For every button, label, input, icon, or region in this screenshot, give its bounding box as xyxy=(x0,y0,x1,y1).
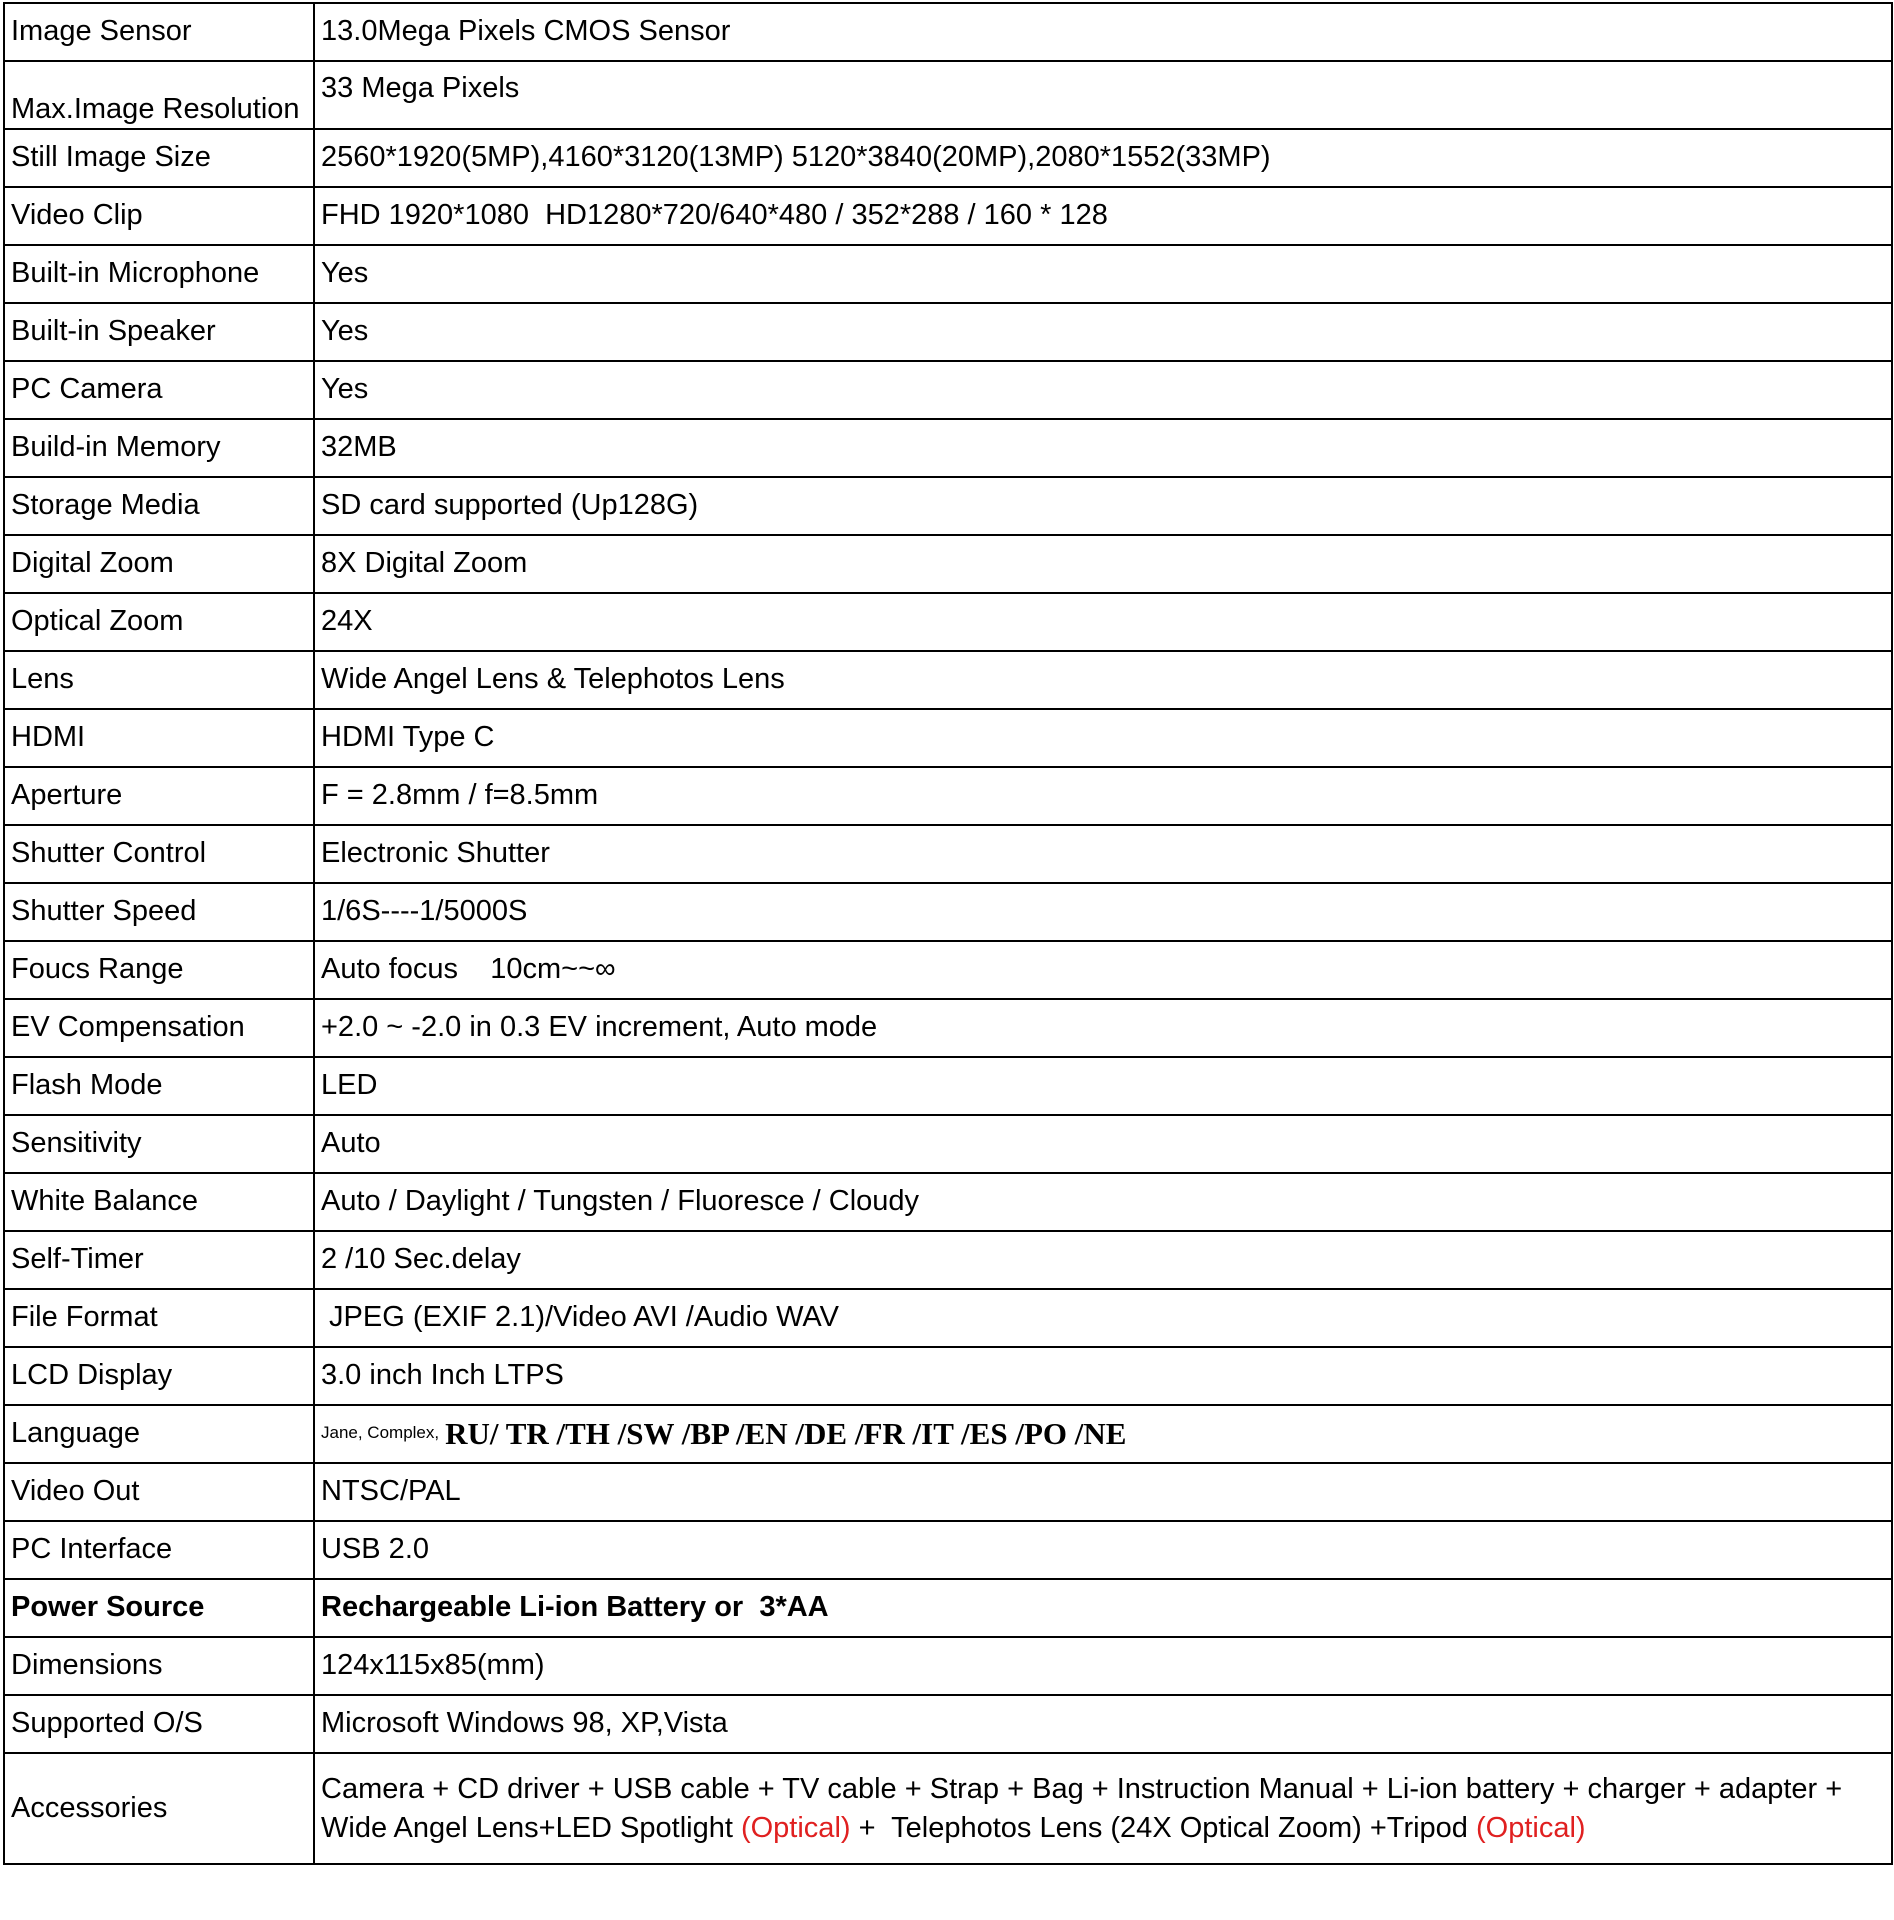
spec-label: Optical Zoom xyxy=(4,593,314,651)
spec-row-accessories xyxy=(4,1753,1892,1864)
spec-label: Build-in Memory xyxy=(4,419,314,477)
spec-row-video-clip xyxy=(4,187,1892,245)
spec-value: 8X Digital Zoom xyxy=(314,535,1892,593)
spec-label: Power Source xyxy=(4,1579,314,1637)
optional-note: (Optical) xyxy=(740,1811,851,1844)
spec-row-supported-os xyxy=(4,1695,1892,1753)
spec-value: Yes xyxy=(314,361,1892,419)
spec-label: Lens xyxy=(4,651,314,709)
spec-value: Auto / Daylight / Tungsten / Fluoresce / Cloudy xyxy=(314,1173,1892,1231)
spec-row-built-in-microphone xyxy=(4,245,1892,303)
spec-row-video-out xyxy=(4,1463,1892,1521)
spec-label: Language xyxy=(4,1405,314,1463)
spec-row-build-in-memory xyxy=(4,419,1892,477)
spec-value: NTSC/PAL xyxy=(314,1463,1892,1521)
spec-row-digital-zoom xyxy=(4,535,1892,593)
spec-row-optical-zoom xyxy=(4,593,1892,651)
spec-value: HDMI Type C xyxy=(314,709,1892,767)
spec-row-file-format xyxy=(4,1289,1892,1347)
spec-row-flash-mode xyxy=(4,1057,1892,1115)
spec-row-focus-range xyxy=(4,941,1892,999)
spec-row-dimensions xyxy=(4,1637,1892,1695)
spec-row-ev-compensation xyxy=(4,999,1892,1057)
spec-row-storage-media xyxy=(4,477,1892,535)
spec-value: 2560*1920(5MP),4160*3120(13MP) 5120*3840(20MP),2080*1552(33MP) xyxy=(314,129,1892,187)
spec-value: Yes xyxy=(314,303,1892,361)
spec-value: 24X xyxy=(314,593,1892,651)
optional-note: (Optical) xyxy=(1476,1811,1586,1844)
spec-value: 1/6S----1/5000S xyxy=(314,883,1892,941)
spec-row-shutter-speed xyxy=(4,883,1892,941)
spec-label: Still Image Size xyxy=(4,129,314,187)
spec-label: Accessories xyxy=(4,1753,314,1864)
spec-label: PC Interface xyxy=(4,1521,314,1579)
spec-value: Microsoft Windows 98, XP,Vista xyxy=(314,1695,1892,1753)
spec-value xyxy=(314,1753,1892,1864)
spec-label: Dimensions xyxy=(4,1637,314,1695)
spec-row-pc-interface xyxy=(4,1521,1892,1579)
spec-label: Aperture xyxy=(4,767,314,825)
spec-value: Wide Angel Lens & Telephotos Lens xyxy=(314,651,1892,709)
language-list-text: RU/ TR /TH /SW /BP /EN /DE /FR /IT /ES /PO /NE xyxy=(445,1415,1127,1451)
spec-label: File Format xyxy=(4,1289,314,1347)
spec-row-shutter-control xyxy=(4,825,1892,883)
spec-row-lcd-display xyxy=(4,1347,1892,1405)
spec-row-aperture xyxy=(4,767,1892,825)
spec-value: 32MB xyxy=(314,419,1892,477)
spec-label: Self-Timer xyxy=(4,1231,314,1289)
spec-label: Image Sensor xyxy=(4,3,314,61)
spec-row-built-in-speaker xyxy=(4,303,1892,361)
spec-value: FHD 1920*1080 HD1280*720/640*480 / 352*288 / 160 * 128 xyxy=(314,187,1892,245)
spec-value: 124x115x85(mm) xyxy=(314,1637,1892,1695)
spec-row-hdmi xyxy=(4,709,1892,767)
spec-value: Rechargeable Li-ion Battery or 3*AA xyxy=(314,1579,1892,1637)
spec-label: Foucs Range xyxy=(4,941,314,999)
spec-label: Flash Mode xyxy=(4,1057,314,1115)
spec-value: LED xyxy=(314,1057,1892,1115)
spec-label: Max.Image Resolution xyxy=(4,61,314,129)
spec-row-still-image-size xyxy=(4,129,1892,187)
spec-label: Shutter Control xyxy=(4,825,314,883)
accessories-text: Wide Angel Lens+LED Spotlight xyxy=(321,1811,741,1844)
spec-label: Storage Media xyxy=(4,477,314,535)
spec-row-language xyxy=(4,1405,1892,1463)
spec-table xyxy=(3,2,1893,1865)
spec-label: Video Out xyxy=(4,1463,314,1521)
spec-value: Electronic Shutter xyxy=(314,825,1892,883)
accessories-line-2 xyxy=(321,1809,1885,1848)
spec-label: Supported O/S xyxy=(4,1695,314,1753)
spec-value xyxy=(314,1405,1892,1463)
accessories-text: + Telephotos Lens (24X Optical Zoom) +Tripod xyxy=(850,1811,1476,1844)
language-small-text: Jane, Complex, xyxy=(321,1422,440,1442)
spec-label: Built-in Microphone xyxy=(4,245,314,303)
spec-value: USB 2.0 xyxy=(314,1521,1892,1579)
spec-label: EV Compensation xyxy=(4,999,314,1057)
spec-row-sensitivity xyxy=(4,1115,1892,1173)
spec-value: 33 Mega Pixels xyxy=(314,61,1892,129)
spec-label: White Balance xyxy=(4,1173,314,1231)
spec-value: +2.0 ~ -2.0 in 0.3 EV increment, Auto mode xyxy=(314,999,1892,1057)
spec-value: F = 2.8mm / f=8.5mm xyxy=(314,767,1892,825)
spec-label: HDMI xyxy=(4,709,314,767)
spec-value: 2 /10 Sec.delay xyxy=(314,1231,1892,1289)
spec-row-image-sensor xyxy=(4,3,1892,61)
spec-row-lens xyxy=(4,651,1892,709)
spec-label: Video Clip xyxy=(4,187,314,245)
spec-row-self-timer xyxy=(4,1231,1892,1289)
spec-value: 13.0Mega Pixels CMOS Sensor xyxy=(314,3,1892,61)
spec-label: Sensitivity xyxy=(4,1115,314,1173)
spec-row-pc-camera xyxy=(4,361,1892,419)
spec-value: Auto xyxy=(314,1115,1892,1173)
spec-value: SD card supported (Up128G) xyxy=(314,477,1892,535)
spec-value: Auto focus 10cm~~∞ xyxy=(314,941,1892,999)
spec-label: Built-in Speaker xyxy=(4,303,314,361)
accessories-line-1: Camera + CD driver + USB cable + TV cable + Strap + Bag + Instruction Manual + Li-ion battery + charger + adapter + xyxy=(321,1772,1843,1805)
spec-value: 3.0 inch Inch LTPS xyxy=(314,1347,1892,1405)
spec-value: Yes xyxy=(314,245,1892,303)
spec-label: Shutter Speed xyxy=(4,883,314,941)
spec-row-max-image-resolution xyxy=(4,61,1892,129)
spec-value: JPEG (EXIF 2.1)/Video AVI /Audio WAV xyxy=(314,1289,1892,1347)
spec-label: LCD Display xyxy=(4,1347,314,1405)
spec-label: Digital Zoom xyxy=(4,535,314,593)
spec-label: PC Camera xyxy=(4,361,314,419)
spec-row-white-balance xyxy=(4,1173,1892,1231)
spec-row-power-source xyxy=(4,1579,1892,1637)
